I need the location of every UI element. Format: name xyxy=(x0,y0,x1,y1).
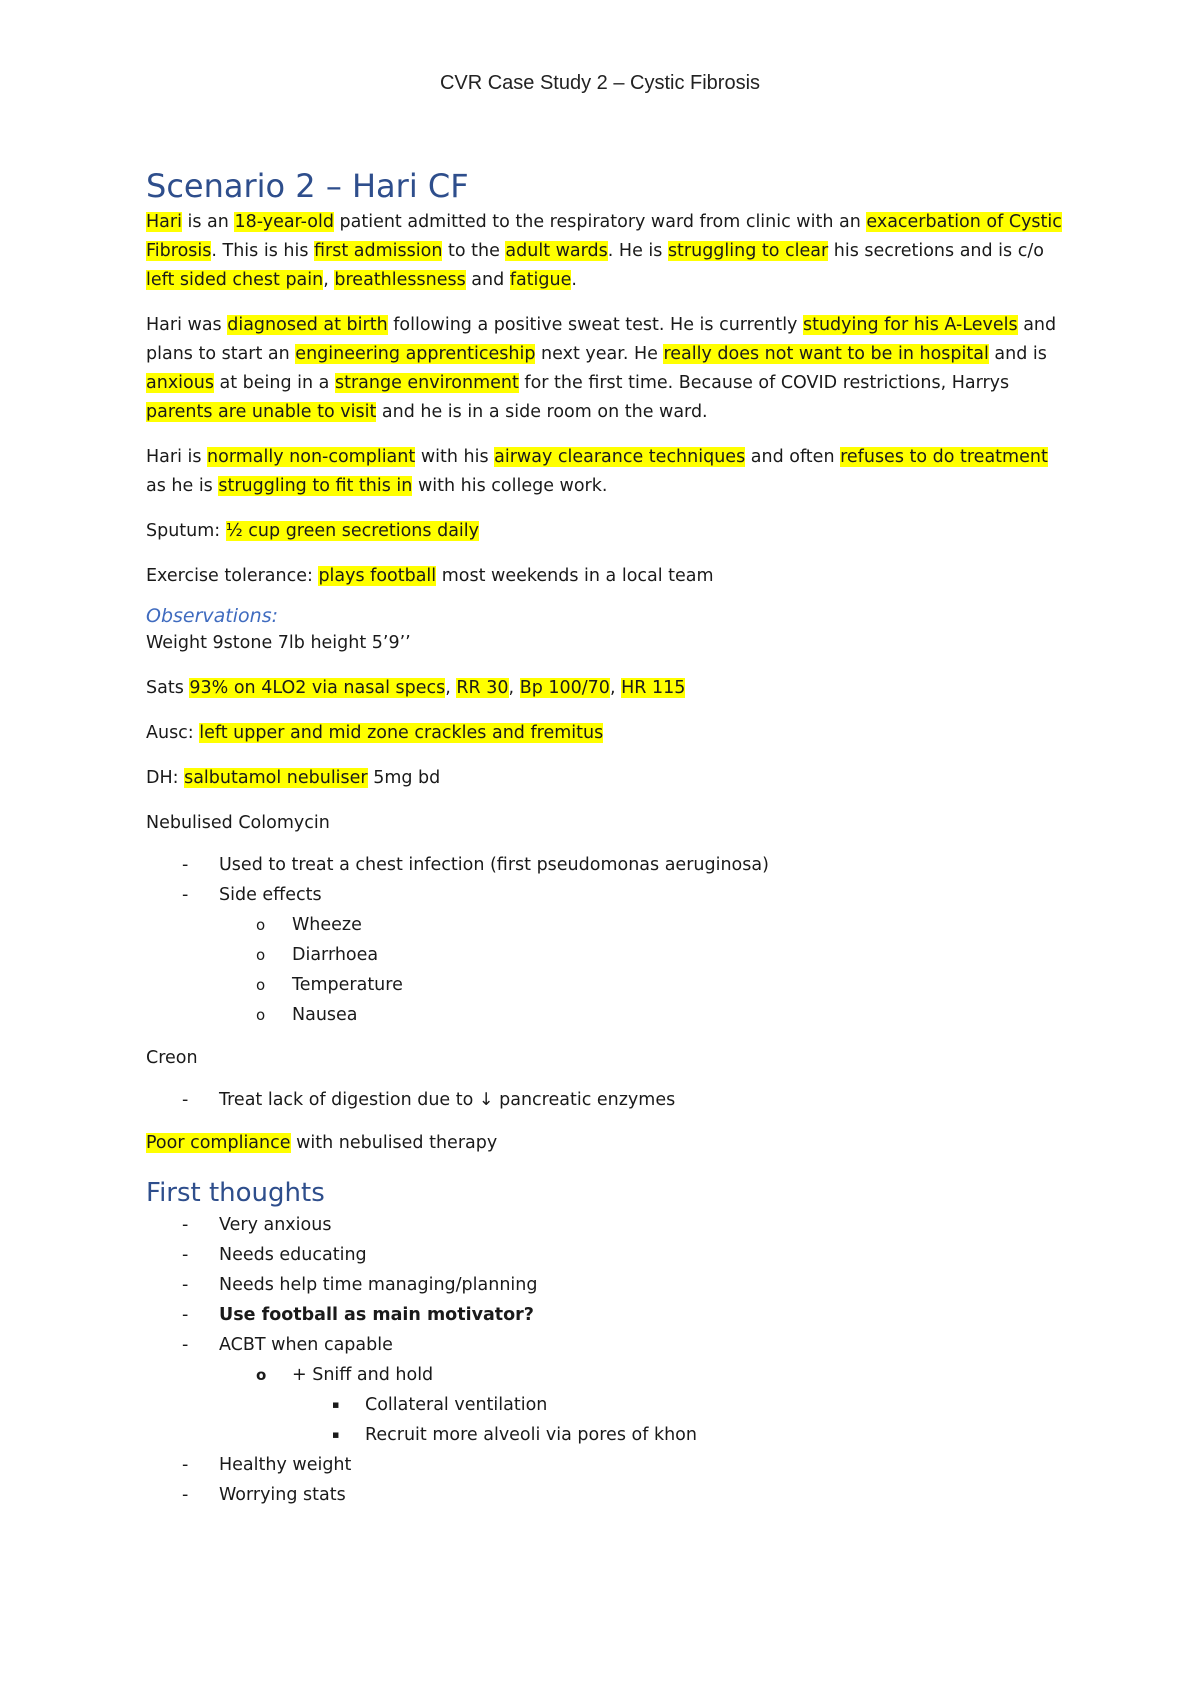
highlighted-text: struggling to fit this in xyxy=(218,476,413,496)
text-run: his secretions and is c/o xyxy=(828,241,1044,261)
dash-bullet-icon: - xyxy=(182,1335,189,1355)
dash-bullet-icon: - xyxy=(182,1275,189,1295)
colomycin-list xyxy=(146,850,1066,910)
dash-bullet-icon: - xyxy=(182,885,189,905)
text-run: 5mg bd xyxy=(367,768,441,788)
list-item: ▪ Collateral ventilation xyxy=(146,1390,1066,1420)
highlighted-text: left upper and mid zone crackles and fremitus xyxy=(199,723,604,743)
colomycin-label: Nebulised Colomycin xyxy=(146,813,330,833)
highlighted-text: really does not want to be in hospital xyxy=(663,344,989,364)
text-run: Ausc: xyxy=(146,723,200,743)
text-run: patient admitted to the respiratory ward from clinic with an xyxy=(333,212,867,232)
dash-bullet-icon: - xyxy=(182,1090,189,1110)
text-run: . He is xyxy=(607,241,668,261)
sniff-sublist xyxy=(146,1390,1066,1450)
dash-bullet-icon: - xyxy=(182,855,189,875)
highlighted-text: exacerbation of Cystic Fibrosis xyxy=(146,212,1062,261)
highlighted-text: fatigue xyxy=(509,270,572,290)
text-run: and often xyxy=(745,447,841,467)
text-run: , xyxy=(323,270,335,290)
text-run: to the xyxy=(442,241,506,261)
highlighted-text: strange environment xyxy=(334,373,519,393)
list-item: o Temperature xyxy=(146,970,1066,1000)
text-run: with his xyxy=(415,447,495,467)
text-run: , xyxy=(445,678,457,698)
text-run: with his college work. xyxy=(412,476,608,496)
highlighted-text: left sided chest pain xyxy=(146,270,324,290)
list-item: - Needs help time managing/planning xyxy=(146,1270,1066,1300)
list-item: - Side effects xyxy=(146,880,1066,910)
highlighted-text: studying for his A-Levels xyxy=(802,315,1018,335)
text-run: and plans to start an xyxy=(146,315,1057,364)
highlighted-text: Hari xyxy=(146,212,182,232)
dash-bullet-icon: - xyxy=(182,1245,189,1265)
acbt-sublist xyxy=(146,1360,1066,1390)
highlighted-text: anxious xyxy=(146,373,214,393)
circle-bullet-icon: o xyxy=(256,916,266,934)
circle-bullet-icon: o xyxy=(256,946,266,964)
square-bullet-icon: ▪ xyxy=(332,1428,340,1441)
highlighted-text: engineering apprenticeship xyxy=(295,344,536,364)
list-item: - Very anxious xyxy=(146,1210,1066,1240)
observations-heading: Observations: xyxy=(146,605,278,627)
text-run: DH: xyxy=(146,768,185,788)
dh-line xyxy=(146,764,1066,793)
circle-bullet-icon: o xyxy=(256,1006,266,1024)
highlighted-text: Poor compliance xyxy=(146,1133,291,1153)
highlighted-text: first admission xyxy=(314,241,443,261)
highlighted-text: airway clearance techniques xyxy=(494,447,746,467)
highlighted-text: ½ cup green secretions daily xyxy=(225,521,479,541)
highlighted-text: HR 115 xyxy=(621,678,686,698)
highlighted-text: parents are unable to visit xyxy=(146,402,377,422)
text-run: following a positive sweat test. He is currently xyxy=(387,315,803,335)
intro-paragraph xyxy=(146,208,1066,295)
text-run: for the first time. Because of COVID restrictions, Harrys xyxy=(518,373,1010,393)
highlighted-text: RR 30 xyxy=(456,678,509,698)
text-run: Sputum: xyxy=(146,521,226,541)
text-run: . xyxy=(571,270,577,290)
circle-bullet-icon: o xyxy=(256,976,266,994)
list-item: o Nausea xyxy=(146,1000,1066,1030)
ausc-line xyxy=(146,719,1066,748)
text-run: next year. He xyxy=(535,344,664,364)
list-item: o + Sniff and hold xyxy=(146,1360,1066,1390)
text-run: as he is xyxy=(146,476,219,496)
highlighted-text: refuses to do treatment xyxy=(840,447,1048,467)
text-run: Sats xyxy=(146,678,190,698)
list-item: - Needs educating xyxy=(146,1240,1066,1270)
text-run: , xyxy=(609,678,622,698)
highlighted-text: adult wards xyxy=(505,241,608,261)
dash-bullet-icon: - xyxy=(182,1485,189,1505)
creon-list xyxy=(146,1085,1066,1115)
down-arrow-icon: ↓ xyxy=(478,1090,494,1110)
list-item: o Diarrhoea xyxy=(146,940,1066,970)
compliance-paragraph xyxy=(146,443,1066,501)
text-run: with nebulised therapy xyxy=(290,1133,498,1153)
text-run: most weekends in a local team xyxy=(436,566,714,586)
highlighted-text: breathlessness xyxy=(334,270,466,290)
sats-line xyxy=(146,674,1066,703)
list-item: - Use football as main motivator? xyxy=(146,1300,1066,1330)
list-item: - Healthy weight xyxy=(146,1450,1066,1480)
list-item: - ACBT when capable xyxy=(146,1330,1066,1360)
highlighted-text: 93% on 4LO2 via nasal specs xyxy=(189,678,446,698)
scenario-title: Scenario 2 – Hari CF xyxy=(146,167,469,205)
first-thoughts-list xyxy=(146,1210,1066,1360)
highlighted-text: plays football xyxy=(318,566,437,586)
dash-bullet-icon: - xyxy=(182,1215,189,1235)
list-item: - Used to treat a chest infection (first pseudomonas aeruginosa) xyxy=(146,850,1066,880)
text-run: and he is in a side room on the ward. xyxy=(376,402,708,422)
text-run: is an xyxy=(181,212,235,232)
highlighted-text: struggling to clear xyxy=(667,241,829,261)
page-header: CVR Case Study 2 – Cystic Fibrosis xyxy=(439,72,761,94)
list-item: ▪ Recruit more alveoli via pores of khon xyxy=(146,1420,1066,1450)
text-run: , xyxy=(508,678,520,698)
creon-label: Creon xyxy=(146,1048,198,1068)
text-run: Exercise tolerance: xyxy=(146,566,319,586)
highlighted-text: 18-year-old xyxy=(234,212,334,232)
circle-bullet-icon: o xyxy=(256,1366,267,1384)
side-effects-list xyxy=(146,910,1066,1030)
first-thoughts-list-end xyxy=(146,1450,1066,1510)
text-run: at being in a xyxy=(213,373,335,393)
square-bullet-icon: ▪ xyxy=(332,1398,340,1411)
highlighted-text: normally non-compliant xyxy=(207,447,416,467)
list-item: - Worrying stats xyxy=(146,1480,1066,1510)
highlighted-text: salbutamol nebuliser xyxy=(184,768,368,788)
document-body xyxy=(146,166,1066,1510)
background-paragraph xyxy=(146,311,1066,427)
text-run: and xyxy=(465,270,510,290)
sputum-line xyxy=(146,517,1066,546)
weight-line: Weight 9stone 7lb height 5’9’’ xyxy=(146,633,411,653)
text-run: and is xyxy=(988,344,1047,364)
poor-compliance-line xyxy=(146,1129,1066,1158)
dash-bullet-icon: - xyxy=(182,1455,189,1475)
text-run: Hari was xyxy=(146,315,228,335)
highlighted-text: Bp 100/70 xyxy=(519,678,610,698)
text-run: Hari is xyxy=(146,447,208,467)
list-item: - Treat lack of digestion due to ↓ pancreatic enzymes xyxy=(146,1085,1066,1115)
first-thoughts-heading: First thoughts xyxy=(146,1178,325,1208)
text-run: . This is his xyxy=(211,241,315,261)
highlighted-text: diagnosed at birth xyxy=(227,315,388,335)
list-item: o Wheeze xyxy=(146,910,1066,940)
dash-bullet-icon: - xyxy=(182,1305,189,1325)
exercise-line xyxy=(146,562,1066,591)
